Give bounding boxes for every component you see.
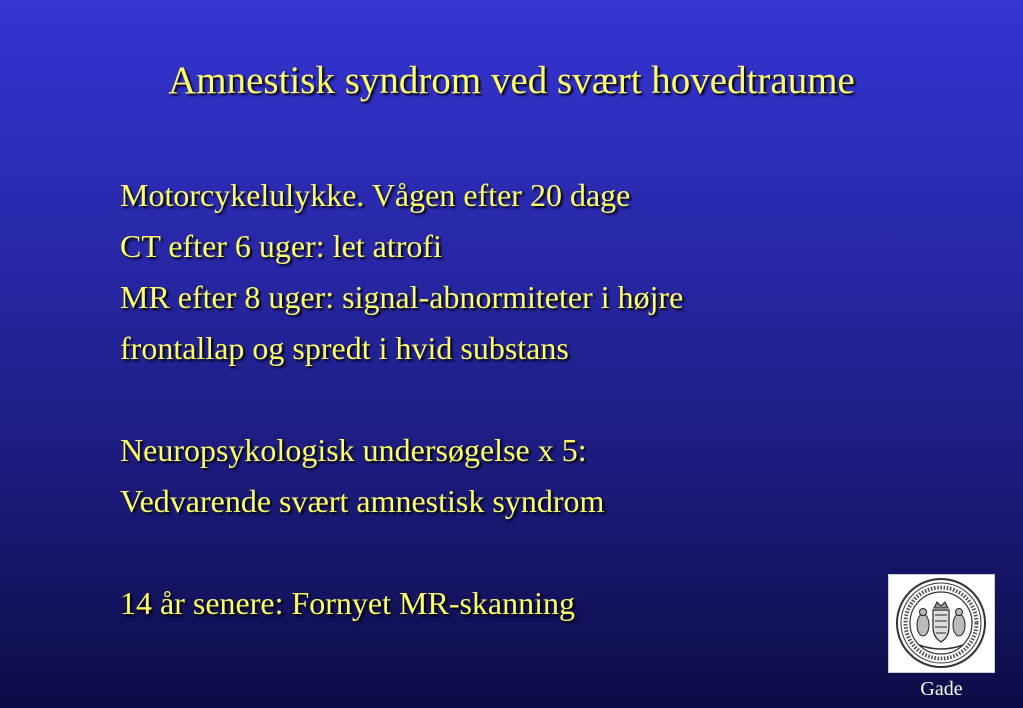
slide-title: Amnestisk syndrom ved svært hovedtraume xyxy=(168,59,855,102)
body-line-7: 14 år senere: Fornyet MR-skanning xyxy=(120,585,576,621)
body-line-4: frontallap og spredt i hvid substans xyxy=(120,330,569,366)
body-line-6: Vedvarende svært amnestisk syndrom xyxy=(120,483,605,519)
seal-graphic xyxy=(889,575,994,672)
slide-body xyxy=(120,170,920,629)
body-line-5: Neuropsykologisk undersøgelse x 5: xyxy=(120,432,587,468)
body-line-2: CT efter 6 uger: let atrofi xyxy=(120,228,442,264)
seal-caption: Gade xyxy=(920,678,963,700)
body-line-3: MR efter 8 uger: signal-abnormiteter i højre xyxy=(120,279,684,315)
body-line-1: Motorcykelulykke. Vågen efter 20 dage xyxy=(120,177,631,213)
body-spacer-1 xyxy=(120,374,920,425)
body-spacer-2 xyxy=(120,527,920,578)
university-seal-icon xyxy=(888,574,995,673)
